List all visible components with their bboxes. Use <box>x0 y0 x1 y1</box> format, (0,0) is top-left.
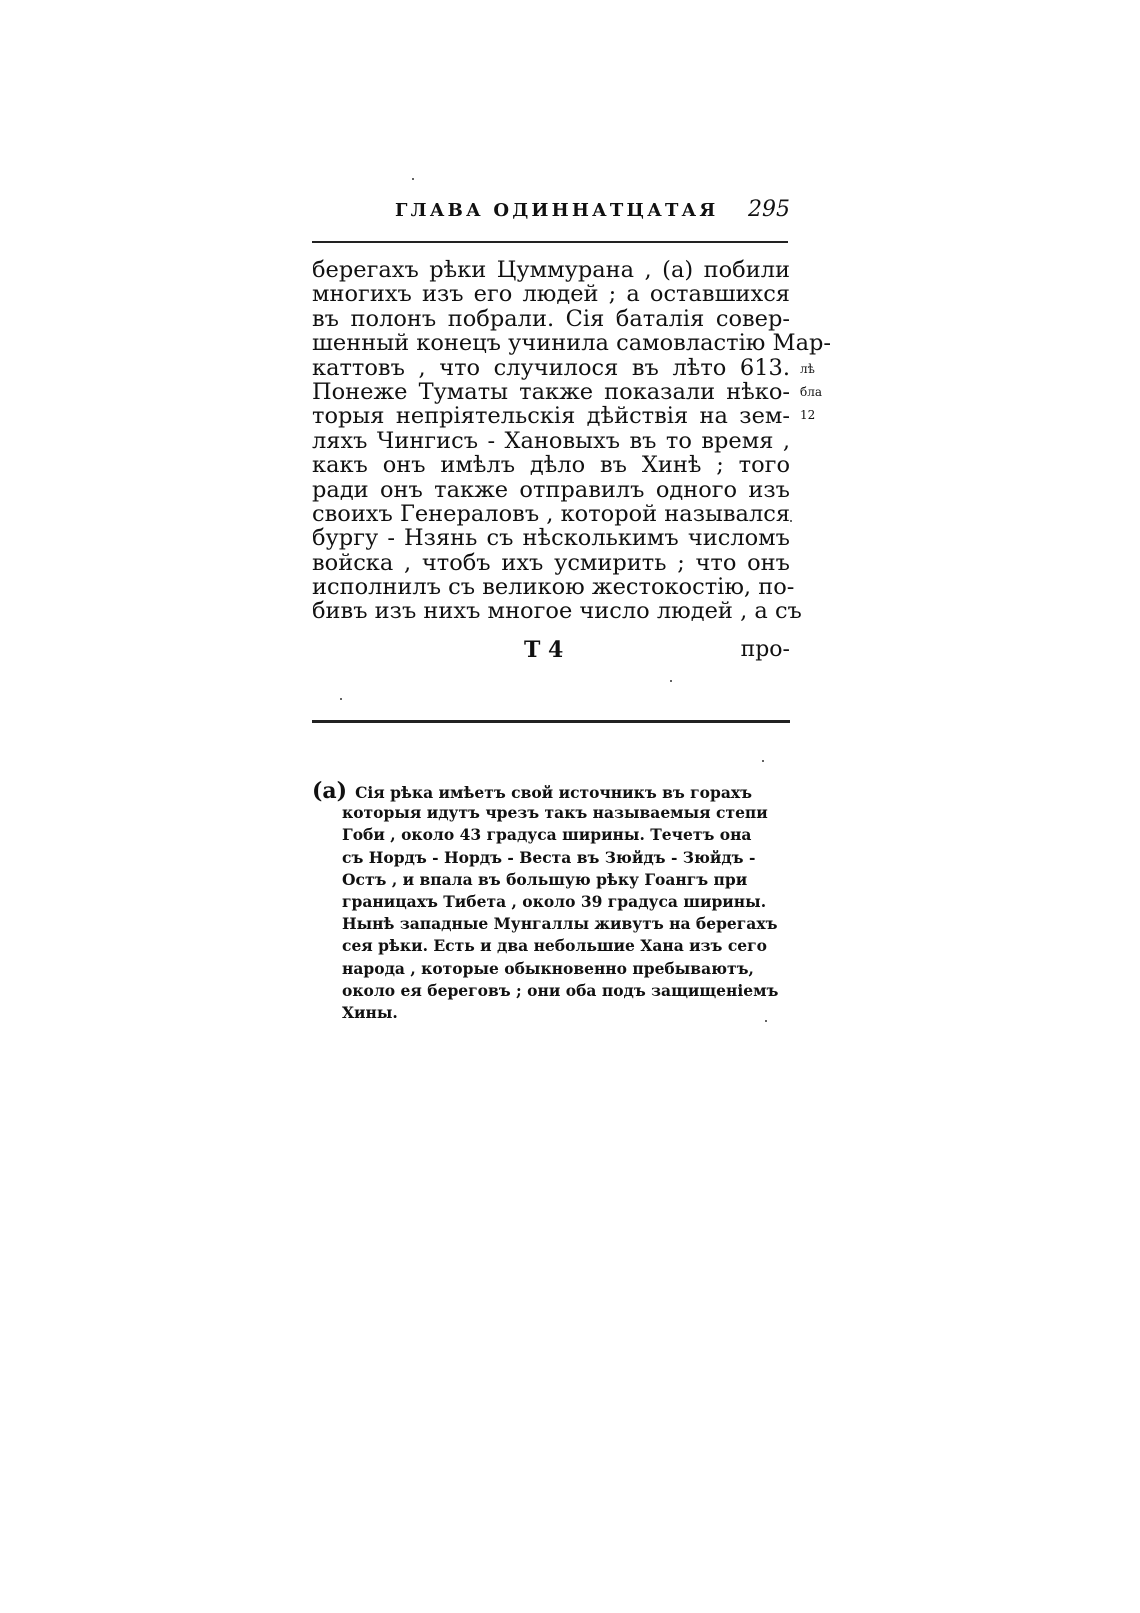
margin-note-line: лѣ <box>800 362 815 376</box>
text-line: войска , чтобъ ихъ усмирить ; что онъ <box>312 549 790 576</box>
catchword: про- <box>740 637 790 662</box>
text-line: Понеже Туматы также показали нѣко- <box>312 378 790 405</box>
ink-speck <box>340 698 342 700</box>
footnote-line: сея рѣки. Есть и два небольшие Хана изъ сего <box>342 936 767 956</box>
ink-speck <box>412 178 414 180</box>
text-line: бургу - Нзянь съ нѣсколькимъ числомъ <box>312 525 790 552</box>
footnote-line: границахъ Тибета , около 39 градуса ширины. <box>342 891 767 911</box>
signature-row <box>312 637 790 667</box>
footnote-line: которыя идутъ чрезъ такъ называемыя степи <box>342 803 768 823</box>
signature-mark: Т 4 <box>524 637 564 663</box>
footnote-line: (a) Сiя рѣка имѣетъ свой источникъ въ горахъ <box>312 778 753 804</box>
footnote-line: съ Нордъ - Нордъ - Веста въ Зюйдъ - Зюйдъ - <box>342 847 756 867</box>
text-line: своихъ Генераловъ , которой назывался <box>312 500 791 527</box>
text-line: ляхъ Чингисъ - Хановыхъ въ то время , <box>312 427 790 454</box>
text-line: какъ онъ имѣлъ дѣло въ Хинѣ ; того <box>312 452 790 479</box>
ink-speck <box>765 1020 767 1022</box>
text-line: торыя непрiятельскiя дѣйствiя на зем- <box>312 403 790 430</box>
text-line: берегахъ рѣки Цуммурана , (a) побили <box>312 257 790 283</box>
ink-speck <box>790 520 792 522</box>
page-number: 295 <box>748 197 790 222</box>
footnote-line: Нынѣ западные Мунгаллы живутъ на берегахъ <box>342 914 778 934</box>
footnote-marker: (a) <box>312 778 348 804</box>
footnote-rule <box>312 720 790 723</box>
footnote-line: около ея береговъ ; они оба подъ защищенiемъ <box>342 980 779 1000</box>
header-rule <box>312 241 788 243</box>
text-line: исполнилъ съ великою жестокостiю, по- <box>312 574 795 601</box>
footnote-line: Остъ , и впала въ большую рѣку Гоангъ при <box>342 869 748 889</box>
text-line: каттовъ , что случилося въ лѣто 613. <box>312 354 790 381</box>
margin-note-line: бла <box>800 385 823 399</box>
margin-note <box>800 358 840 427</box>
footnote-line: Гоби , около 43 градуса ширины. Течетъ она <box>342 825 752 845</box>
text-line: бивъ изъ нихъ многое число людей , а съ <box>312 598 802 625</box>
margin-note-line: 12 <box>800 408 816 422</box>
footnote <box>312 780 790 1024</box>
text-line: въ полонъ побрали. Сiя баталiя совер- <box>312 305 790 332</box>
running-head: ГЛАВА ОДИННАТЦАТАЯ <box>395 200 719 221</box>
text-line: шенный конецъ учинила самовластiю Мар- <box>312 330 831 357</box>
ink-speck <box>670 680 672 682</box>
page-header <box>310 197 790 230</box>
text-line: ради онъ также отправилъ одного изъ <box>312 476 790 503</box>
text-line: многихъ изъ его людей ; а оставшихся <box>312 281 790 308</box>
footnote-line: народа , которые обыкновенно пребываютъ, <box>342 958 754 978</box>
ink-speck <box>762 760 764 762</box>
footnote-line: Хины. <box>342 1002 398 1022</box>
